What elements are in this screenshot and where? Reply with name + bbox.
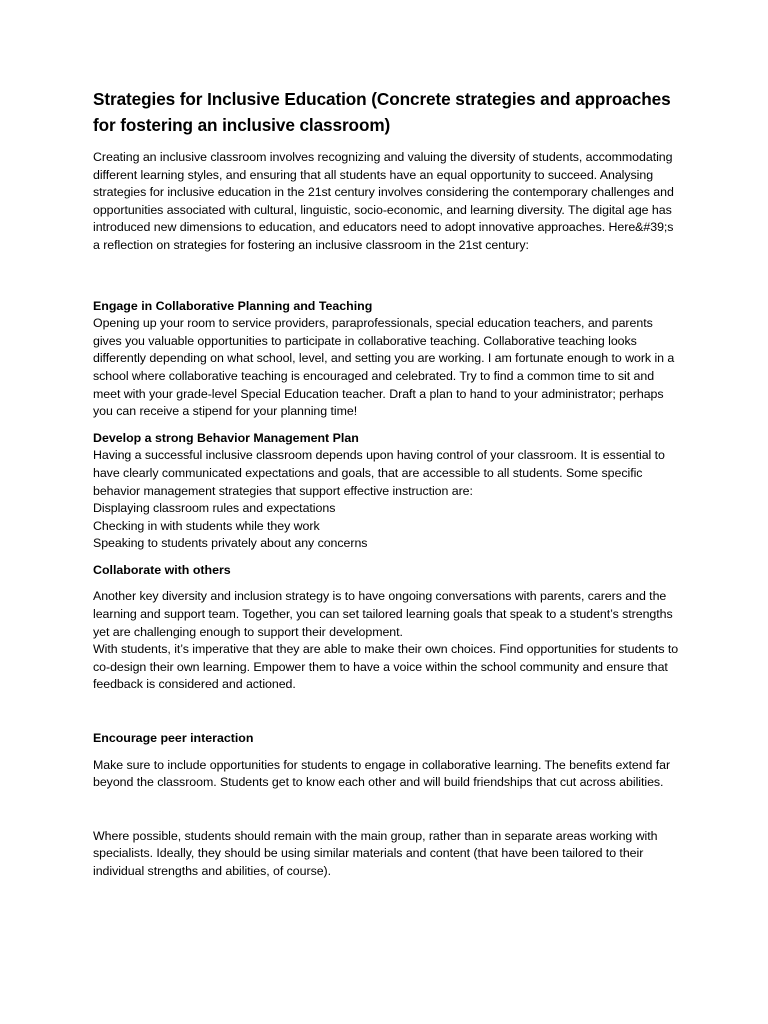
list-item: Checking in with students while they work — [93, 518, 320, 533]
spacer — [93, 421, 683, 430]
list-item: Speaking to students privately about any concerns — [93, 536, 368, 551]
section-heading-collaborate-others: Collaborate with others — [93, 562, 231, 577]
section-body-behavior-management: Having a successful inclusive classroom depends upon having control of your classroom. It is essential to have clearly communicated expectations and goals, that are accessible to all students. Some specific behavior management strategies that support effective instruction are: — [93, 448, 665, 498]
section-heading-behavior-management: Develop a strong Behavior Management Plan — [93, 430, 359, 445]
section-body-peer-interaction-2: Where possible, students should remain with the main group, rather than in separate areas working with specialists. Ideally, they should be using similar materials and content (that have been tailored to their individual strengths and abilities, of course). — [93, 828, 658, 878]
spacer — [93, 694, 683, 730]
spacer — [93, 792, 683, 828]
section-heading-peer-interaction: Encourage peer interaction — [93, 731, 254, 746]
section-body-collaborate-others: Another key diversity and inclusion strategy is to have ongoing conversations with parents, carers and the learning and support team. Together, you can set tailored learning goals that speak to a student’s strengths yet are challenging enough to support their development. — [93, 589, 673, 639]
section-body-collaborate-others-2: With students, it’s imperative that they are able to make their own choices. Find opportunities for students to co-design their own learning. Empower them to have a voice within the school community and ensure that feedback is considered and actioned. — [93, 642, 679, 692]
intro-paragraph: Creating an inclusive classroom involves recognizing and valuing the diversity of students, accommodating different learning styles, and ensuring that all students have an equal opportunity to succeed. Analysing strategies for inclusive education in the 21st century involves considering the contemporary challenges and opportunities associated with cultural, linguistic, socio-economic, and learning diversity. The digital age has introduced new dimensions to education, and educators need to adopt innovative approaches. Here&#39;s a reflection on strategies for fostering an inclusive classroom in the 21st century: — [93, 150, 674, 252]
document-title: Strategies for Inclusive Education (Concrete strategies and approaches for fostering an inclusive classroom) — [93, 89, 671, 135]
section-body-peer-interaction: Make sure to include opportunities for students to engage in collaborative learning. The benefits extend far beyond the classroom. Students get to know each other and will build friendships that cut across abilities. — [93, 757, 671, 790]
section-heading-collaborative-planning: Engage in Collaborative Planning and Teaching — [93, 298, 373, 313]
spacer — [93, 579, 683, 588]
spacer — [93, 748, 683, 757]
document-page — [93, 86, 683, 881]
section-body-collaborative-planning: Opening up your room to service providers, paraprofessionals, special education teachers, and parents gives you valuable opportunities to participate in collaborative teaching. Collaborative teaching looks differently depending on what school, level, and setting you are working. I am fortunate enough to work in a school where collaborative teaching is encouraged and celebrated. Try to find a common time to sit and meet with your grade-level Special Education teacher. Draft a plan to hand to your administrator; perhaps you can receive a stipend for your planning time! — [93, 316, 675, 419]
spacer — [93, 255, 683, 298]
spacer — [93, 553, 683, 562]
list-item: Displaying classroom rules and expectations — [93, 501, 336, 516]
